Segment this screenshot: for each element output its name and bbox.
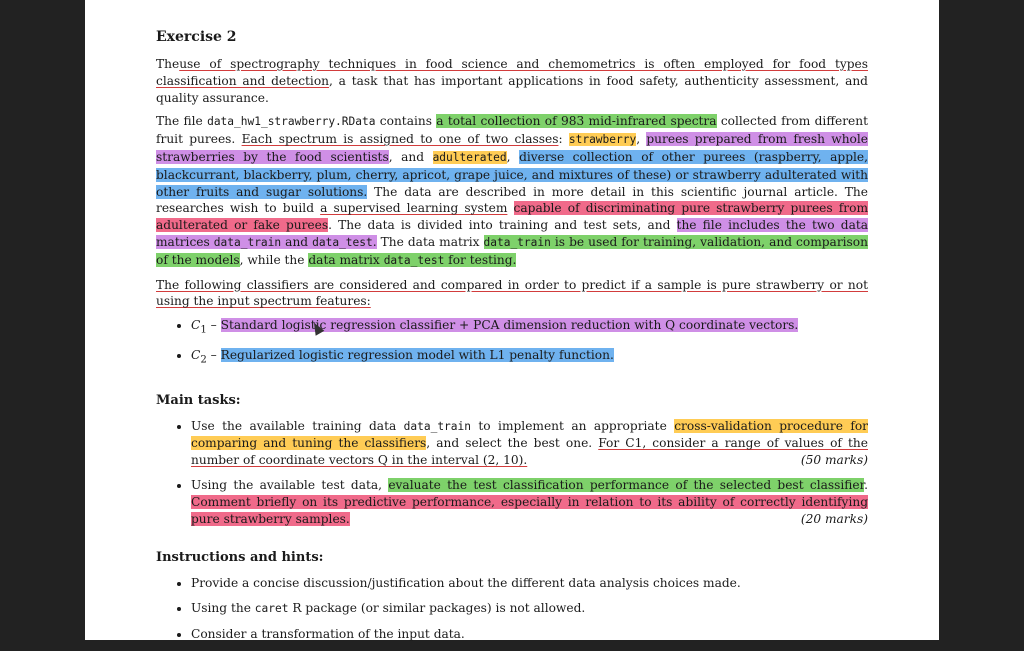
classifier-item-c2 [191, 347, 868, 369]
text: . [372, 234, 377, 249]
dash: – [206, 318, 221, 333]
text: contains [375, 114, 437, 129]
code-data-test: data_test [312, 235, 373, 249]
text: Use the available training data [191, 418, 404, 433]
text: Provide a concise discussion/justification about the different data analysis choices made. [191, 576, 741, 591]
intro-underline: use of spectrography techniques in food science and chemometrics is often employed for food types classification and detection [156, 57, 868, 88]
intro-paragraph [156, 56, 868, 106]
spacer [156, 378, 868, 392]
underline-c1-range: For C1, consider a range of values of the number of coordinate vectors Q in the interval (2, 10). [191, 436, 868, 468]
data-paragraph [156, 113, 868, 269]
text: is be used for training, validation, and comparison of the models [156, 234, 868, 267]
code-data-train: data_train [403, 419, 471, 433]
classifier-list [156, 317, 868, 369]
underline-supervised: a supervised learning system [320, 201, 508, 216]
text: : [558, 132, 569, 147]
highlight-test-use [308, 253, 516, 267]
instruction-item [191, 575, 868, 592]
text: The data are described in more detail in this scientific journal article. The researches wish to build [156, 184, 868, 216]
code-data-train: data_train [483, 235, 551, 249]
text: Using the [191, 601, 255, 616]
spacer [156, 535, 868, 549]
text: , and select the best one. [426, 436, 599, 451]
document-page [85, 0, 939, 640]
text: to implement an appropriate [471, 418, 675, 433]
classifiers-underline: The following classifiers are considered and compared in order to predict if a sample is pure strawberry or not using the input spectrum features: [156, 277, 868, 309]
text: R package (or similar packages) is not allowed. [288, 601, 586, 616]
highlight-purees: purees prepared from fresh whole strawberries by the food scientists [156, 132, 869, 164]
highlight-comment: Comment briefly on its predictive performance, especially in relation to its ability of correctly identifying pure strawberry samples. [191, 494, 868, 526]
classifier-label: C [191, 318, 201, 333]
highlight-cross-validation: cross-validation procedure for comparing and tuning the classifiers [191, 418, 868, 451]
task2-marks: (20 marks) [800, 511, 868, 526]
intro-text: The [156, 57, 180, 71]
classifiers-paragraph [156, 277, 868, 311]
text: Consider a transformation of the input data. [191, 627, 465, 641]
code-data-train: data_train [213, 235, 282, 249]
text: Using the available test data, [191, 478, 389, 493]
highlight-capable: capable of discriminating pure strawberry purees from adulterated or fake purees [156, 201, 869, 233]
instructions-list [156, 575, 868, 642]
text: collected from different fruit purees. [156, 114, 868, 147]
text: , [506, 149, 520, 164]
underline-each: Each spectrum is assigned to one of two classes [241, 132, 559, 147]
classifier-c2-text: Regularized logistic regression model with L1 penalty function. [220, 348, 614, 363]
highlight-diverse: diverse collection of other purees (raspberry, apple, blackcurrant, blackberry, plum, cherry, apricot, grape juice, and mixtures of these) or strawberry adulterated with other fruits and sugar solutions. [156, 149, 868, 199]
text: The data matrix [376, 234, 484, 249]
document-content [156, 28, 868, 651]
instruction-item [191, 600, 868, 618]
text: , and [388, 149, 433, 164]
text: The file [156, 114, 208, 129]
intro-text-end: , a task that has important applications in food safety, authenticity assessment, and quality assurance. [156, 73, 868, 105]
text: the file includes the two data matrices [156, 218, 869, 249]
file-name-code: data_hw1_strawberry.RData [207, 115, 376, 129]
highlight-total: a total collection of 983 mid-infrared spectra [436, 114, 717, 129]
code-data-test: data_test [383, 253, 445, 267]
exercise-title: Exercise 2 [156, 29, 237, 45]
code-adulterated: adulterated [432, 150, 507, 164]
text: , while the [239, 252, 309, 267]
main-tasks-heading: Main tasks: [156, 392, 241, 408]
text: , [636, 132, 647, 147]
classifier-item-c1 [191, 317, 868, 339]
classifier-c1-text: Standard logistic regression classifier + PCA dimension reduction with Q coordinate vectors. [220, 318, 799, 333]
code-strawberry: strawberry [568, 133, 637, 147]
task-item-2 [191, 477, 868, 527]
instruction-item [191, 626, 868, 643]
highlight-evaluate: evaluate the test classification performance of the selected best classifier [388, 478, 865, 493]
classifier-sub: 2 [200, 354, 207, 366]
text [507, 201, 513, 215]
task1-marks: (50 marks) [800, 453, 868, 468]
main-tasks-list [156, 418, 868, 528]
classifier-label: C [191, 348, 201, 363]
text: data matrix [308, 252, 384, 267]
code-caret: caret [254, 602, 289, 616]
classifier-sub: 1 [200, 324, 207, 336]
text: . [864, 478, 868, 493]
text: for testing. [444, 252, 517, 267]
task-item-1 [191, 418, 868, 469]
dash: – [206, 348, 221, 363]
instructions-heading: Instructions and hints: [156, 550, 324, 566]
text: and [281, 234, 313, 249]
text: . The data is divided into training and test sets, and [328, 218, 677, 233]
